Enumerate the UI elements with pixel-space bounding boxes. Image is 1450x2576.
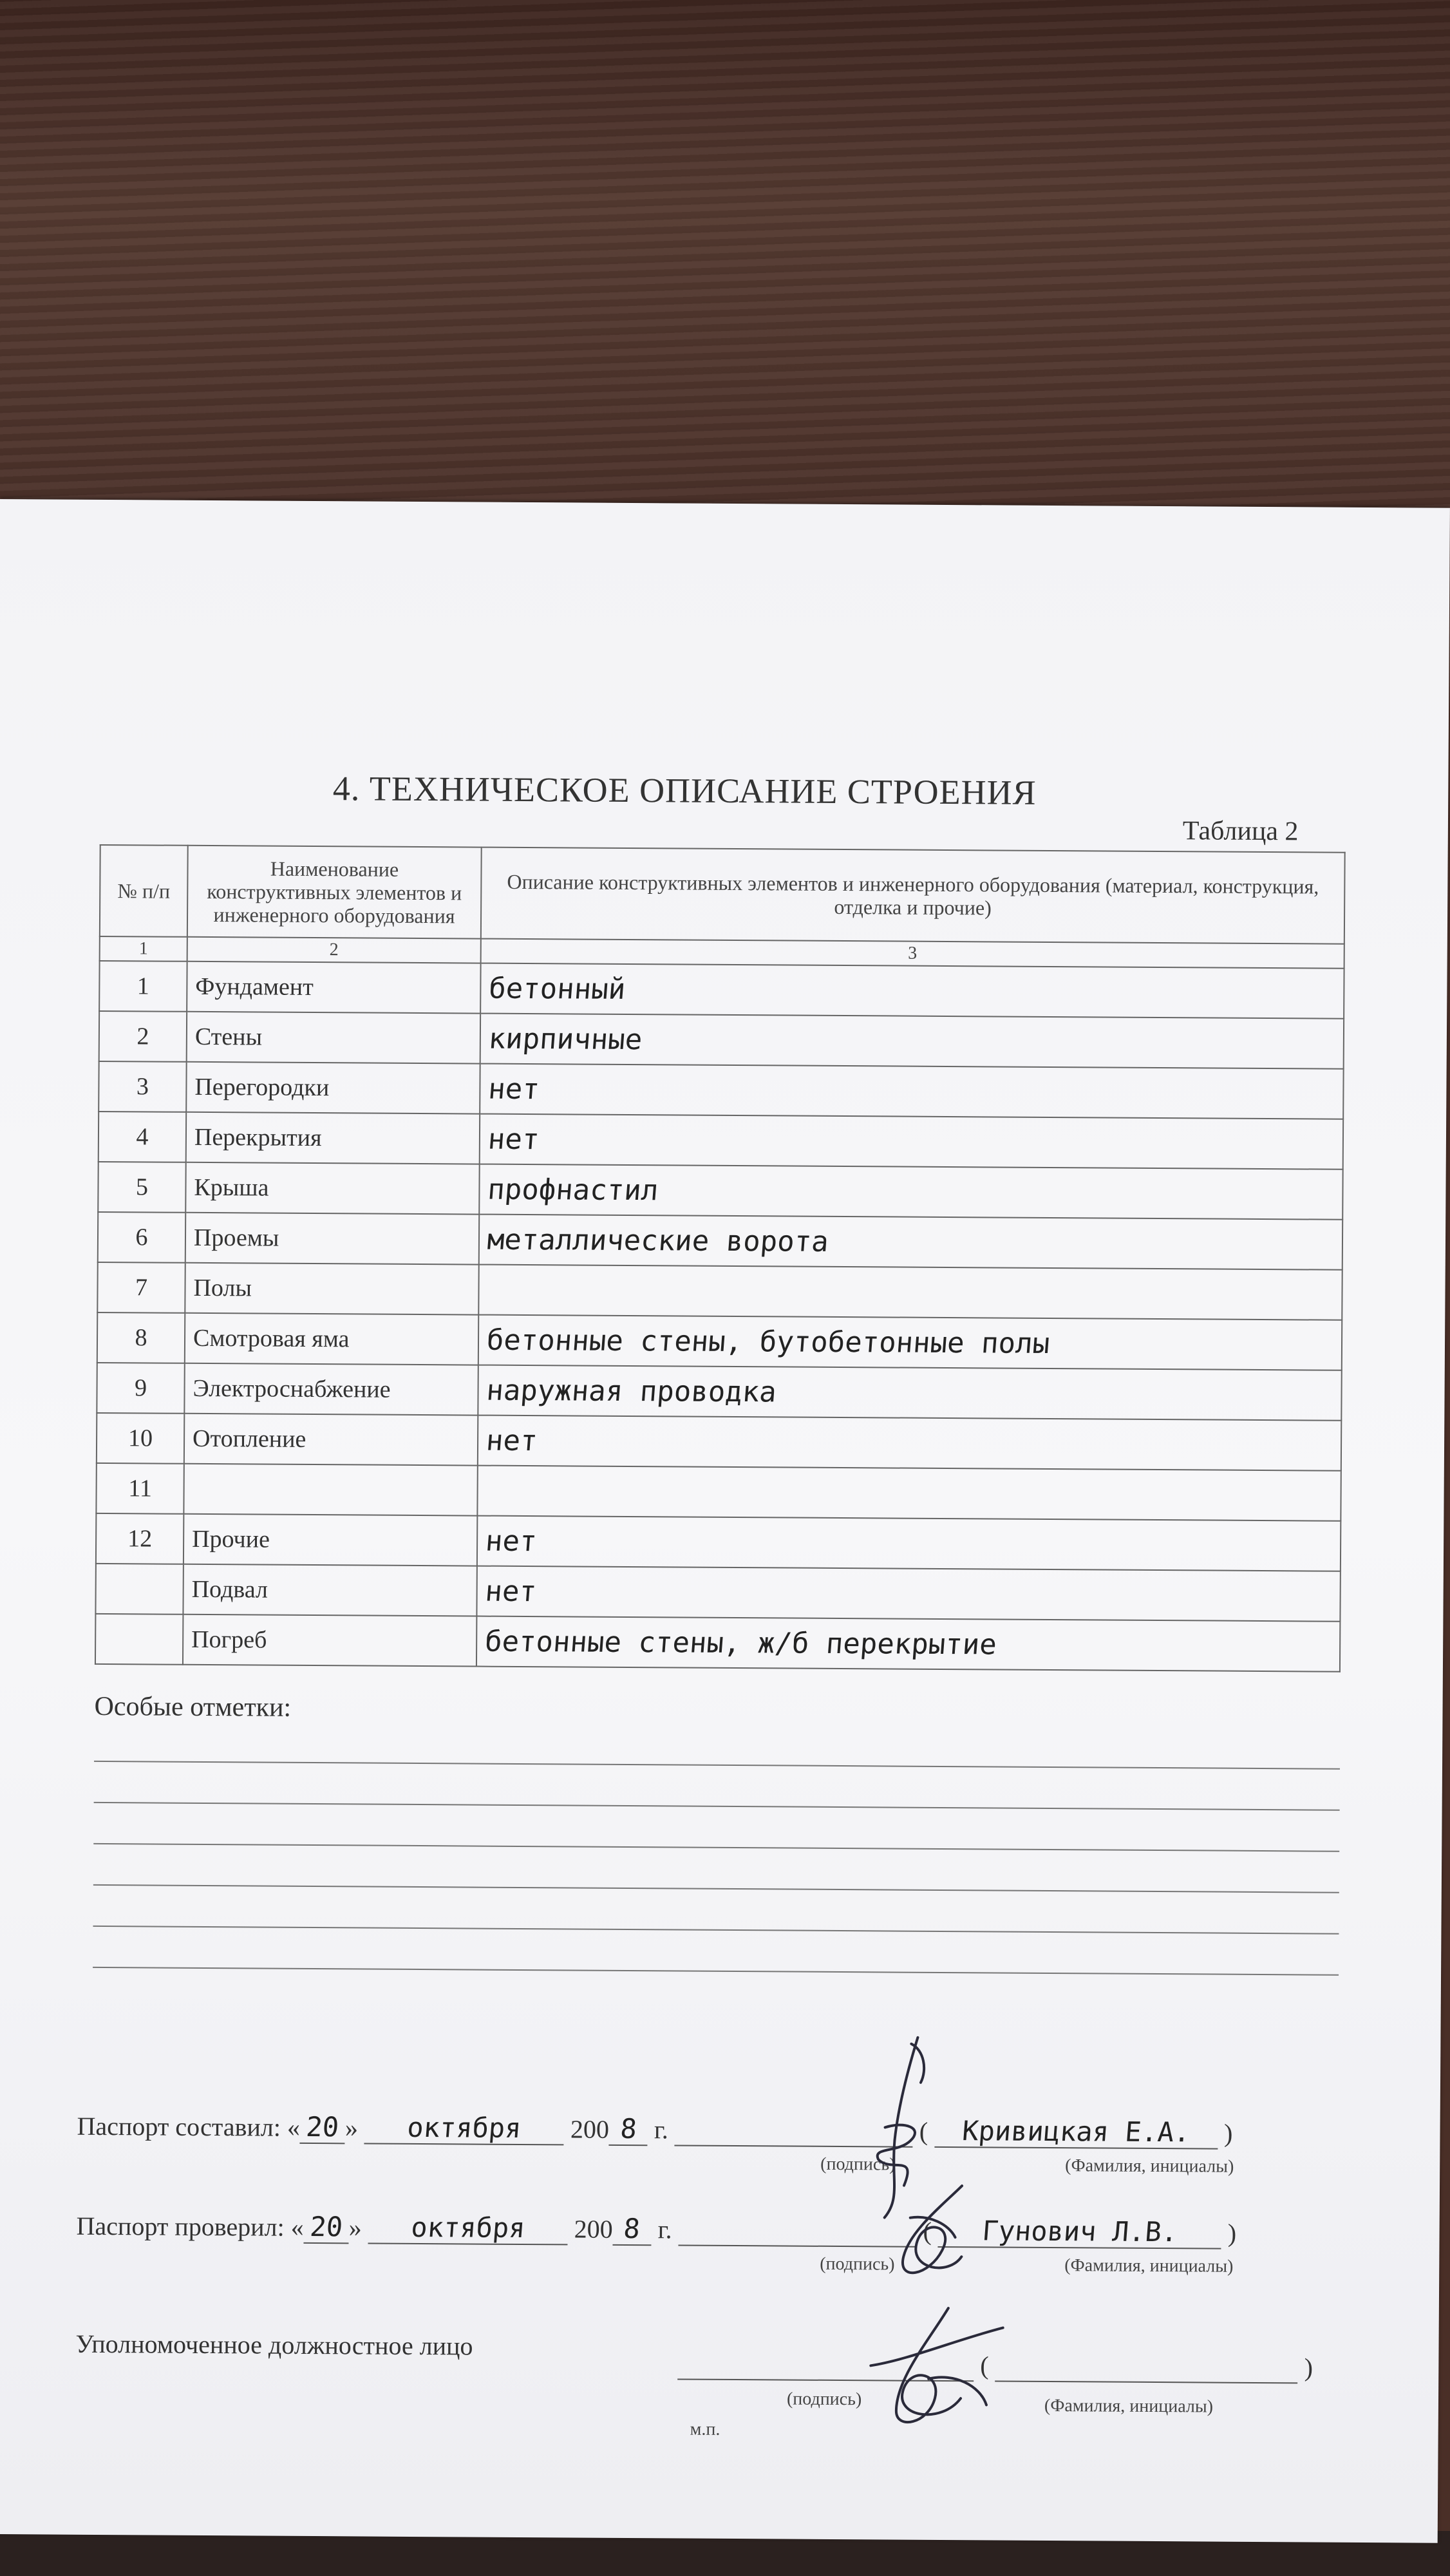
day-field — [300, 2111, 345, 2144]
table-row — [97, 1312, 1342, 1370]
row-number — [95, 1614, 183, 1665]
column-number-2: 2 — [187, 937, 481, 963]
row-element-name: Перегородки — [186, 1062, 480, 1114]
row-description — [480, 1064, 1343, 1119]
name-field — [995, 2350, 1297, 2383]
signature-caption: (подпись) — [820, 2154, 896, 2175]
paren-close: ) — [1223, 2118, 1233, 2148]
row-description — [477, 1466, 1341, 1521]
row-element-name: Погреб — [183, 1615, 476, 1667]
row-element-name: Крыша — [185, 1162, 479, 1215]
paren-open: ( — [980, 2351, 989, 2380]
handwritten-value: нет — [484, 1524, 538, 1558]
row-number — [95, 1564, 183, 1615]
remarks-label: Особые отметки: — [94, 1691, 292, 1723]
row-number: 8 — [97, 1312, 185, 1363]
handwritten-value: бетонные стены, ж/б перекрытие — [484, 1625, 998, 1661]
row-number: 4 — [99, 1112, 186, 1162]
technical-description-table — [95, 844, 1346, 1672]
handwritten-day: 20 — [308, 2211, 344, 2243]
row-description — [479, 1215, 1342, 1270]
open-quote: « — [290, 2212, 304, 2242]
row-description — [479, 1164, 1342, 1220]
stamp-place-label: м.п. — [690, 2419, 720, 2439]
handwritten-value: нет — [484, 1575, 538, 1608]
close-quote: » — [344, 2113, 359, 2143]
name-caption: (Фамилия, инициалы) — [1064, 2255, 1234, 2277]
column-number-3: 3 — [481, 939, 1344, 969]
year-prefix: 200 — [574, 2214, 613, 2244]
table-row — [99, 1011, 1344, 1069]
handwritten-value: кирпичные — [487, 1022, 644, 1056]
checked-by-label: Паспорт проверил: — [76, 2211, 285, 2242]
row-element-name: Смотровая яма — [185, 1313, 478, 1365]
row-element-name: Проемы — [185, 1213, 479, 1265]
table-row — [96, 1513, 1341, 1571]
handwritten-value: профнастил — [486, 1173, 660, 1207]
table-row — [98, 1162, 1342, 1220]
handwritten-value: нет — [487, 1122, 541, 1156]
table-row — [95, 1564, 1340, 1622]
row-description — [478, 1416, 1341, 1471]
row-number: 2 — [99, 1011, 187, 1062]
signature-scribble — [884, 2179, 975, 2289]
wooden-table-background — [0, 0, 1450, 509]
row-number: 10 — [97, 1413, 184, 1464]
header-name: Наименование конструктивных элементов и инженерного оборудования — [187, 846, 482, 939]
table-row — [96, 1463, 1341, 1521]
handwritten-value: металлические ворота — [486, 1223, 830, 1258]
row-element-name: Прочие — [184, 1514, 477, 1566]
row-element-name: Электроснабжение — [184, 1363, 478, 1416]
handwritten-value: наружная проводка — [485, 1374, 778, 1408]
official-label: Уполномоченное должностное лицо — [75, 2329, 473, 2361]
table-row — [97, 1262, 1342, 1320]
handwritten-year-digit: 8 — [619, 2112, 638, 2145]
row-element-name: Стены — [187, 1012, 480, 1064]
year-prefix: 200 — [570, 2114, 610, 2144]
year-suffix: г. — [657, 2215, 672, 2244]
checked-by-row — [76, 2210, 1236, 2249]
paren-close: ) — [1227, 2218, 1237, 2248]
handwritten-value: нет — [485, 1424, 539, 1457]
row-number: 6 — [98, 1212, 185, 1263]
remarks-line — [93, 1843, 1339, 1852]
row-number: 5 — [98, 1162, 185, 1213]
row-element-name: Полы — [185, 1263, 478, 1315]
document-page — [0, 499, 1450, 2543]
table-row — [97, 1413, 1341, 1471]
handwritten-day: 20 — [305, 2110, 341, 2143]
row-element-name: Подвал — [183, 1564, 476, 1616]
row-number: 11 — [96, 1463, 184, 1514]
handwritten-month: октября — [410, 2211, 527, 2244]
row-number: 3 — [99, 1061, 186, 1112]
row-description — [480, 1114, 1343, 1170]
handwritten-value: нет — [487, 1072, 541, 1106]
row-description — [478, 1315, 1342, 1370]
compiled-by-label: Паспорт составил: — [77, 2111, 281, 2142]
table-row — [97, 1363, 1341, 1421]
open-quote: « — [287, 2112, 301, 2142]
name-field — [938, 2215, 1221, 2249]
month-field — [364, 2112, 564, 2146]
handwritten-name: Гунович Л.В. — [981, 2215, 1179, 2248]
row-element-name: Перекрытия — [186, 1112, 480, 1164]
handwritten-value: бетонные стены, бутобетонные полы — [485, 1323, 1051, 1360]
signature-caption: (подпись) — [820, 2253, 895, 2275]
row-number: 9 — [97, 1363, 184, 1414]
compiled-by-row — [77, 2110, 1232, 2150]
handwritten-year-digit: 8 — [623, 2212, 642, 2245]
remarks-line — [93, 1926, 1339, 1935]
handwritten-month: октября — [406, 2111, 523, 2144]
table-row — [99, 1112, 1343, 1170]
table-header-row — [100, 845, 1345, 944]
row-description — [477, 1516, 1341, 1571]
row-number: 1 — [99, 961, 187, 1012]
table-row — [99, 1061, 1343, 1119]
row-description — [480, 1014, 1344, 1069]
remarks-line — [94, 1802, 1340, 1811]
table-row — [95, 1614, 1340, 1672]
row-description — [478, 1265, 1342, 1320]
year-field — [609, 2113, 648, 2146]
row-description — [478, 1365, 1341, 1421]
document-title: 4. ТЕХНИЧЕСКОЕ ОПИСАНИЕ СТРОЕНИЯ — [332, 769, 1037, 812]
column-number-1: 1 — [100, 936, 187, 961]
name-caption: (Фамилия, инициалы) — [1044, 2395, 1214, 2417]
row-element-name — [184, 1464, 477, 1516]
table-label: Таблица 2 — [1182, 816, 1299, 847]
remarks-line — [94, 1761, 1340, 1770]
paren-open: ( — [919, 2116, 928, 2146]
paren-open: ( — [923, 2216, 932, 2246]
handwritten-value: бетонный — [487, 972, 627, 1006]
header-description: Описание конструктивных элементов и инженерного оборудования (материал, конструкция, отделка и прочие) — [481, 848, 1345, 944]
day-field — [304, 2211, 349, 2244]
close-quote: » — [348, 2213, 362, 2242]
row-element-name: Фундамент — [187, 961, 480, 1014]
row-description — [480, 963, 1344, 1019]
signature-scribble — [858, 2301, 1006, 2437]
name-caption: (Фамилия, инициалы) — [1065, 2155, 1234, 2177]
remarks-line — [93, 1884, 1339, 1893]
row-number: 7 — [97, 1262, 185, 1313]
handwritten-name: Кривицкая Е.А. — [961, 2115, 1192, 2148]
year-suffix: г. — [654, 2115, 668, 2145]
row-number: 12 — [96, 1513, 184, 1564]
table-row — [99, 961, 1344, 1019]
header-num: № п/п — [100, 845, 188, 937]
signature-caption: (подпись) — [786, 2389, 862, 2410]
row-description — [476, 1616, 1340, 1672]
row-element-name: Отопление — [184, 1414, 478, 1466]
table-row — [98, 1212, 1342, 1270]
row-description — [476, 1566, 1340, 1622]
year-field — [612, 2213, 651, 2246]
name-field — [934, 2115, 1218, 2150]
paren-close: ) — [1304, 2353, 1313, 2382]
month-field — [368, 2211, 568, 2246]
remarks-line — [93, 1967, 1339, 1976]
